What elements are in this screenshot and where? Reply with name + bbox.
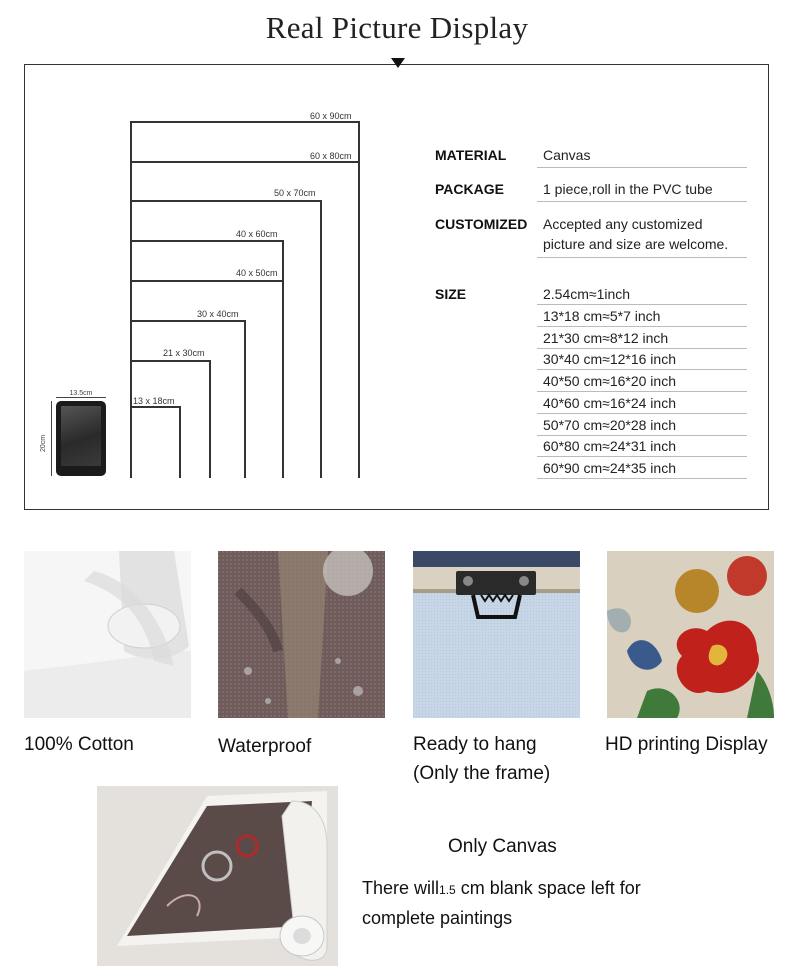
size-row: 60*80 cm≈24*31 inch: [537, 436, 747, 457]
feature-caption-waterproof: Waterproof: [218, 736, 312, 757]
canvas-roll-photo: [97, 786, 338, 966]
note-number: 1.5: [439, 883, 456, 897]
feature-caption-cotton: 100% Cotton: [24, 734, 134, 755]
size-row: 30*40 cm≈12*16 inch: [537, 349, 747, 370]
divider: [537, 257, 747, 258]
dimension-line: [56, 397, 106, 398]
waterproof-photo: [218, 551, 385, 718]
frame-label: 60 x 80cm: [310, 151, 352, 161]
size-row: 60*90 cm≈24*35 inch: [537, 458, 747, 479]
frame-label: 30 x 40cm: [197, 309, 239, 319]
dimension-line: [51, 401, 52, 476]
tablet-width-label: 13.5cm: [69, 390, 93, 397]
package-key: PACKAGE: [435, 181, 504, 197]
cotton-photo: [24, 551, 191, 718]
feature-caption-hang-note: (Only the frame): [413, 763, 551, 784]
frame-13x18: [130, 406, 181, 478]
tablet-screen: [61, 406, 101, 466]
frame-label: 13 x 18cm: [133, 396, 175, 406]
size-row: 13*18 cm≈5*7 inch: [537, 306, 747, 327]
size-row: 2.54cm≈1inch: [537, 284, 747, 305]
frame-label: 50 x 70cm: [274, 188, 316, 198]
customized-value-2: picture and size are welcome.: [543, 236, 729, 252]
feature-caption-hd: HD printing Display: [605, 734, 768, 755]
note-text: complete paintings: [362, 908, 513, 928]
divider: [537, 201, 747, 202]
customized-value-1: Accepted any customized: [543, 216, 703, 232]
frame-label: 60 x 90cm: [310, 111, 352, 121]
frame-label: 40 x 60cm: [236, 229, 278, 239]
blank-space-note: [362, 874, 641, 932]
hanger-photo: [413, 551, 580, 718]
package-value: 1 piece,roll in the PVC tube: [543, 181, 713, 197]
size-row: 21*30 cm≈8*12 inch: [537, 328, 747, 349]
note-text: cm blank space left for: [455, 878, 641, 898]
frame-label: 40 x 50cm: [236, 268, 278, 278]
tablet-height-label: 20cm: [40, 434, 47, 452]
size-row: 40*60 cm≈16*24 inch: [537, 393, 747, 414]
material-key: MATERIAL: [435, 147, 507, 163]
size-row: 40*50 cm≈16*20 inch: [537, 371, 747, 392]
customized-key: CUSTOMIZED: [435, 216, 528, 232]
down-arrow-icon: [391, 58, 405, 68]
note-text: There will: [362, 878, 440, 898]
only-canvas-heading: Only Canvas: [448, 836, 557, 857]
frame-label: 21 x 30cm: [163, 348, 205, 358]
size-row: 50*70 cm≈20*28 inch: [537, 415, 747, 436]
feature-caption-hang: Ready to hang: [413, 734, 537, 755]
page-title: Real Picture Display: [265, 10, 529, 45]
hd-printing-photo: [607, 551, 774, 718]
divider: [537, 167, 747, 168]
material-value: Canvas: [543, 147, 591, 163]
size-key: SIZE: [435, 286, 467, 302]
